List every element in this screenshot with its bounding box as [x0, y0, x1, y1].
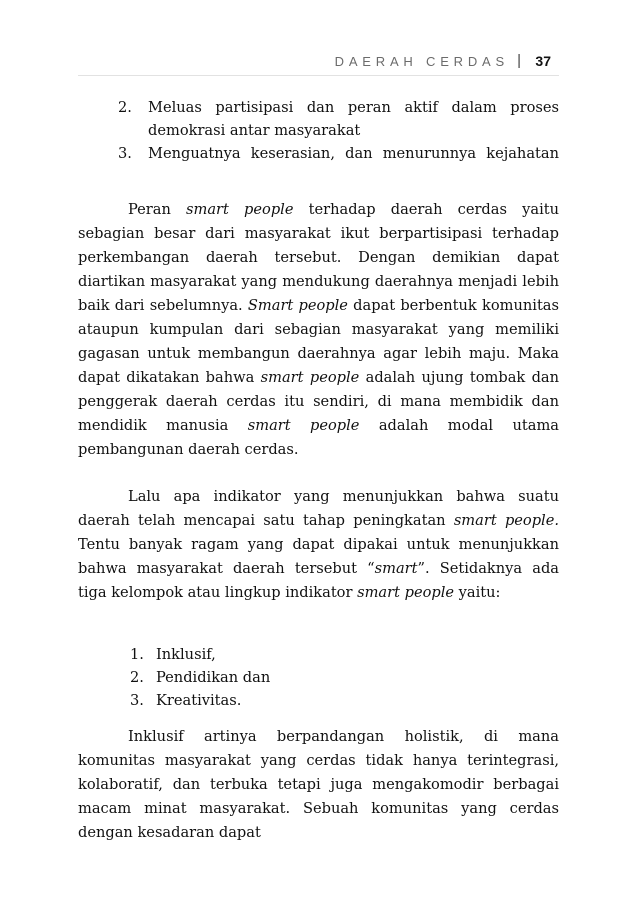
top-list — [78, 96, 559, 165]
list-item-text: Inklusif, — [156, 646, 216, 663]
italic-term: smart — [374, 560, 418, 577]
paragraph-indicators — [78, 485, 559, 605]
text-run: yaitu: — [454, 584, 501, 601]
indicator-list — [78, 643, 559, 712]
italic-term: smart people. — [453, 512, 559, 529]
list-item-text: Menguatnya keserasian, dan menurunnya kejahatan — [148, 145, 559, 162]
list-item-text: Pendidikan dan — [156, 669, 271, 686]
header-separator: | — [517, 52, 521, 69]
running-title: DAERAH CERDAS — [334, 54, 509, 69]
text-run: dapat berbentuk komunitas ataupun kumpulan dari sebagian masyarakat yang memiliki gagasan untuk membangun daerahnya agar lebih maju. Maka dapat dikatakan bahwa — [78, 297, 559, 386]
list-item-number: 3. — [118, 145, 132, 162]
list-item — [78, 666, 559, 689]
list-item-number: 2. — [130, 669, 144, 686]
list-item — [78, 142, 559, 165]
header-rule — [78, 75, 559, 76]
italic-term: smart people — [260, 369, 360, 386]
page-header — [78, 52, 559, 76]
text-run: Peran — [128, 201, 187, 218]
paragraph-smart-people-role — [78, 198, 559, 462]
list-item-text: Meluas partisipasi dan peran aktif dalam proses demokrasi antar masyarakat — [148, 99, 559, 139]
list-item-text: Kreativitas. — [156, 692, 242, 709]
italic-term: smart people — [247, 417, 360, 434]
text-run: terhadap daerah cerdas yaitu sebagian besar dari masyarakat ikut berpartisipasi terhadap perkembangan daerah tersebut. Dengan demikian dapat diartikan masyarakat yang mendukung daerahnya menjadi lebih baik dari sebelumnya. — [78, 201, 559, 314]
italic-term: Smart people — [247, 297, 348, 314]
list-item — [78, 689, 559, 712]
text-run: adalah modal utama pembangunan daerah cerdas. — [78, 417, 559, 458]
text-run: Lalu apa indikator yang menunjukkan bahwa suatu daerah telah mencapai satu tahap peningkatan — [78, 488, 559, 529]
italic-term: smart people — [357, 584, 455, 601]
list-item-number: 2. — [118, 99, 132, 116]
text-run: ”. Setidaknya ada tiga kelompok atau lingkup indikator — [78, 560, 559, 601]
italic-term: smart people — [186, 201, 294, 218]
text-run: Tentu banyak ragam yang dapat dipakai untuk menunjukkan bahwa masyarakat daerah tersebut “ — [78, 536, 559, 577]
list-item-number: 3. — [130, 692, 144, 709]
list-item — [78, 96, 559, 142]
list-item-number: 1. — [130, 646, 144, 663]
page-number: 37 — [535, 53, 551, 69]
paragraph-inclusive — [78, 725, 559, 845]
paragraph-text: Inklusif artinya berpandangan holistik, di mana komunitas masyarakat yang cerdas tidak hanya terintegrasi, kolaboratif, dan terbuka tetapi juga mengakomodir berbagai macam minat masyarakat. Sebuah komunitas yang cerdas dengan kesadaran dapat — [78, 728, 559, 841]
list-item — [78, 643, 559, 666]
text-run: adalah ujung tombak dan penggerak daerah cerdas itu sendiri, di mana membidik dan mendidik manusia — [78, 369, 560, 434]
